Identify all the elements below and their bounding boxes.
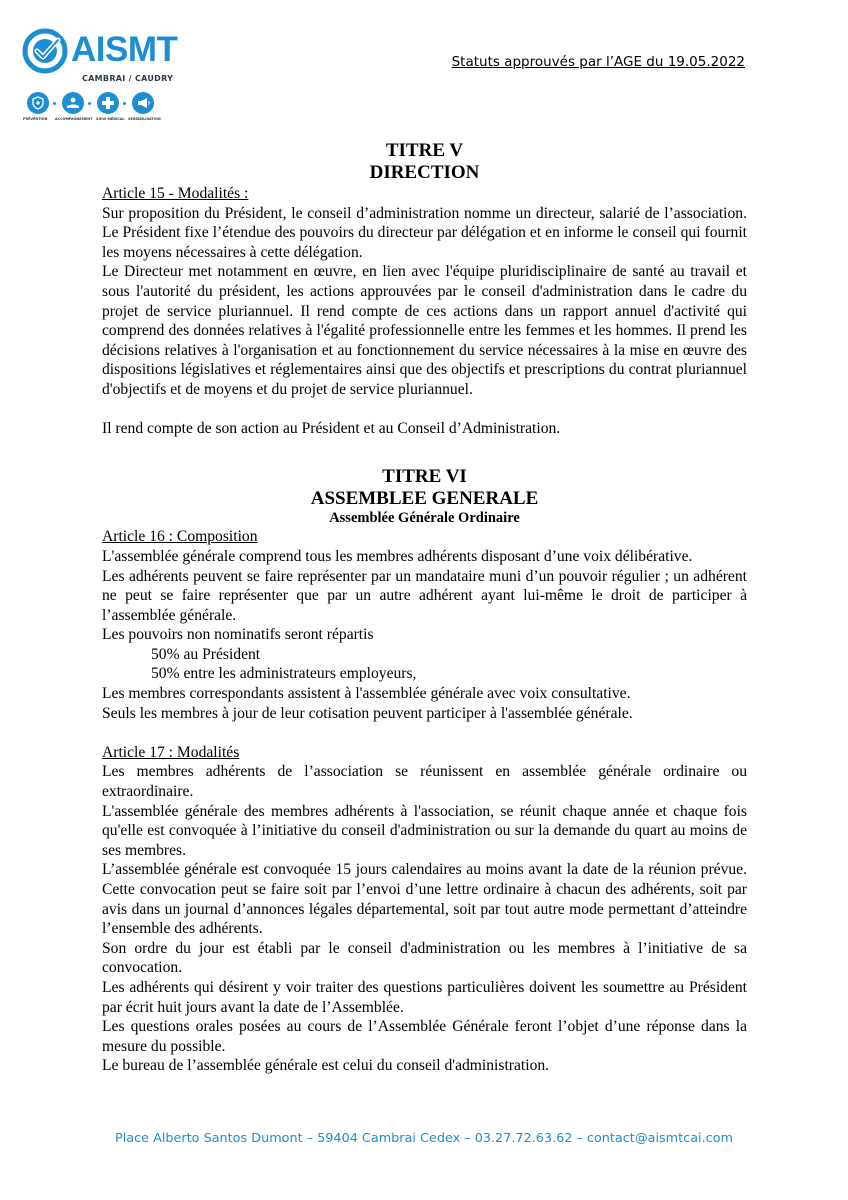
assemblee-ordinaire-subheading: Assemblée Générale Ordinaire: [329, 510, 520, 527]
spacer: [102, 400, 747, 420]
paragraph: L'assemblée générale des membres adhérents à l'association, se réunit chaque année et chaque fois qu'elle est convoquée à l’initiative du conseil d'administration ou sur la demande du quart au moins de ses membres.: [102, 802, 747, 859]
direction-heading: DIRECTION: [369, 162, 480, 183]
separator-dot: [123, 102, 126, 105]
article-16: [102, 527, 747, 723]
medical-cross-icon: [97, 92, 119, 114]
accompaniment-hands-icon: [62, 92, 84, 114]
paragraph: Les membres adhérents de l’association se réunissent en assemblée générale ordinaire ou extraordinaire.: [102, 763, 747, 801]
paragraph: Son ordre du jour est établi par le conseil d'administration ou les membres à l’initiative de sa convocation.: [102, 939, 747, 977]
separator-dot: [53, 102, 56, 105]
prevention-shield-icon: [27, 92, 49, 114]
paragraph: Seuls les membres à jour de leur cotisation peuvent participer à l'assemblée générale.: [102, 704, 633, 722]
megaphone-icon: [132, 92, 154, 114]
statuts-date-line: Statuts approuvés par l’AGE du 19.05.2022: [451, 54, 745, 70]
paragraph: Les adhérents qui désirent y voir traiter des questions particulières doivent les soumettre au Président par écrit huit jours avant la date de l’Assemblée.: [102, 978, 747, 1016]
logo-name: AISMT: [71, 30, 178, 69]
footer-address: Place Alberto Santos Dumont – 59404 Cambrai Cedex – 03.27.72.63.62 – contact@aismtcai.com: [115, 1131, 733, 1146]
paragraph: Les questions orales posées au cours de l’Assemblée Générale feront l’objet d’une réponse dans la mesure du possible.: [102, 1018, 747, 1055]
article-15-heading: Article 15 - Modalités :: [102, 185, 249, 202]
paragraph: Les membres correspondants assistent à l'assemblée générale avec voix consultative.: [102, 685, 631, 703]
article-16-heading: Article 16 : Composition: [102, 528, 258, 546]
logo-caption: SENSIBILISATION: [128, 117, 161, 121]
check-circle-logo-icon: [22, 28, 68, 74]
paragraph: Sur proposition du Président, le conseil d’administration nomme un directeur, salarié de l’association. Le Président fixe l’étendue des pouvoirs du directeur par délégation et en informe le conseil qui fournit les moyens nécessaires à cette délégation.: [102, 204, 747, 261]
document-body: [102, 140, 747, 1076]
assemblee-generale-heading: ASSEMBLEE GENERALE: [310, 488, 539, 510]
article-17: [102, 743, 747, 1076]
list-item: 50% au Président: [151, 645, 261, 663]
paragraph: Les pouvoirs non nominatifs seront répartis: [102, 626, 374, 644]
titre-vi-heading: TITRE VI: [382, 466, 467, 488]
paragraph: L'assemblée générale comprend tous les membres adhérents disposant d’une voix délibérative.: [102, 547, 693, 565]
article-17-heading: Article 17 : Modalités: [102, 743, 240, 761]
paragraph: Les adhérents peuvent se faire représenter par un mandataire muni d’un pouvoir régulier ; un adhérent ne peut se faire représenter que par un autre adhérent ayant lui-même le droit de participer à l’assemblée générale.: [102, 567, 747, 624]
logo-icon-row: [22, 92, 182, 128]
spacer: [102, 458, 747, 466]
logo-caption: SUIVI MÉDICAL: [96, 117, 125, 121]
paragraph: Le Directeur met notamment en œuvre, en lien avec l'équipe pluridisciplinaire de santé au travail et sous l'autorité du président, les actions approuvées par le conseil d'administration dans le cadre du projet de service pluriannuel. Il rend compte de ces actions dans un rapport annuel d'activité qui comprend des données relatives à l'égalité professionnelle entre les femmes et les hommes. Il prend les décisions relatives à l'organisation et au fonctionnement du service nécessaires à la mise en œuvre des dispositions législatives et réglementaires ainsi que des objectifs et prescriptions du contrat pluriannuel d'objectifs et de moyens et du projet de service pluriannuel.: [102, 263, 747, 398]
separator-dot: [88, 102, 91, 105]
paragraph: Le bureau de l’assemblée générale est celui du conseil d'administration.: [102, 1057, 550, 1075]
titre-v-heading: TITRE V: [385, 140, 464, 161]
spacer: [102, 723, 747, 743]
spacer: [102, 439, 747, 459]
list-item: 50% entre les administrateurs employeurs,: [151, 665, 417, 683]
logo-subtitle: CAMBRAI / CAUDRY: [82, 74, 174, 83]
article-15: [102, 184, 747, 439]
logo-caption: PRÉVENTION: [23, 117, 48, 121]
paragraph: Il rend compte de son action au Président et au Conseil d’Administration.: [102, 420, 561, 438]
aismt-logo: [22, 28, 182, 128]
logo-caption: ACCOMPAGNEMENT: [55, 117, 93, 121]
paragraph: L’assemblée générale est convoquée 15 jours calendaires au moins avant la date de la réunion prévue. Cette convocation peut se faire soit par l’envoi d’une lettre ordinaire à chacun des adhérents, soit par avis dans un journal d’annonces légales départemental, soit par tout autre mode permettant d’atteindre l’ensemble des adhérents.: [102, 861, 747, 938]
